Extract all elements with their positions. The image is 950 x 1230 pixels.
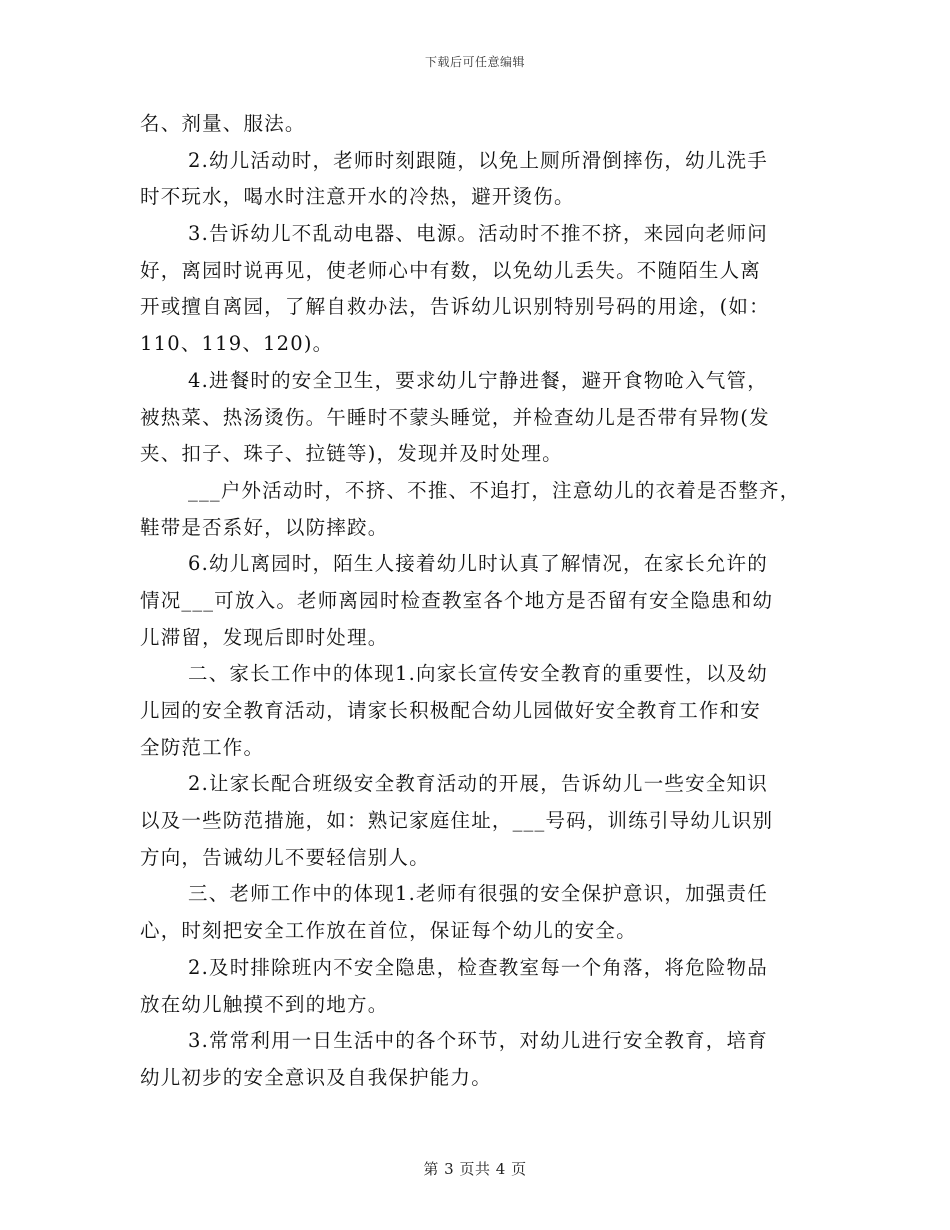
text-line: 全防范工作。 — [140, 735, 265, 759]
text-line: 2.幼儿活动时，老师时刻跟随，以免上厕所滑倒摔伤，幼儿洗手 — [188, 148, 768, 172]
text-line: 时不玩水，喝水时注意开水的冷热，避开烫伤。 — [140, 185, 575, 209]
text-line: ___户外活动时，不挤、不推、不追打，注意幼儿的衣着是否整齐， — [188, 478, 801, 502]
text-line: 情况___可放入。老师离园时检查教室各个地方是否留有安全隐患和幼 — [140, 588, 774, 612]
text-line: 方向，告诫幼儿不要轻信别人。 — [140, 845, 430, 869]
text-line: 3.告诉幼儿不乱动电器、电源。活动时不推不挤，来园向老师问 — [188, 222, 768, 246]
text-line: 儿滞留，发现后即时处理。 — [140, 625, 389, 649]
text-line: 鞋带是否系好，以防摔跤。 — [140, 515, 389, 539]
text-line: 好，离园时说再见，使老师心中有数，以免幼儿丢失。不随陌生人离 — [140, 258, 762, 282]
text-line: 6.幼儿离园时，陌生人接着幼儿时认真了解情况，在家长允许的 — [188, 552, 768, 576]
text-line: 心，时刻把安全工作放在首位，保证每个幼儿的安全。 — [140, 919, 637, 943]
page-header: 下载后可任意编辑 — [424, 55, 525, 69]
text-line: 三、老师工作中的体现1.老师有很强的安全保护意识，加强责任 — [188, 882, 768, 906]
page-footer: 第 3 页共 4 页 — [423, 1160, 527, 1178]
text-line: 夹、扣子、珠子、拉链等)，发现并及时处理。 — [140, 442, 563, 466]
text-line: 二、家长工作中的体现1.向家长宣传安全教育的重要性，以及幼 — [188, 662, 768, 686]
text-line: 名、剂量、服法。 — [140, 112, 306, 135]
text-line: 2.让家长配合班级安全教育活动的开展，告诉幼儿一些安全知识 — [188, 772, 768, 796]
text-line: 3.常常利用一日生活中的各个环节，对幼儿进行安全教育，培育 — [188, 1029, 768, 1053]
text-line: 110、119、120)。 — [140, 332, 334, 356]
text-line: 4.进餐时的安全卫生，要求幼儿宁静进餐，避开食物呛入气管， — [188, 368, 768, 392]
text-line: 被热菜、热汤烫伤。午睡时不蒙头睡觉，并检查幼儿是否带有异物(发 — [140, 405, 770, 429]
text-line: 2.及时排除班内不安全隐患，检查教室每一个角落，将危险物品 — [188, 955, 768, 979]
text-line: 放在幼儿触摸不到的地方。 — [140, 992, 389, 1016]
text-line: 幼儿初步的安全意识及自我保护能力。 — [140, 1065, 492, 1089]
text-line: 开或擅自离园，了解自救办法，告诉幼儿识别特别号码的用途，(如： — [140, 295, 770, 319]
text-line: 以及一些防范措施，如：熟记家庭住址，___号码，训练引导幼儿识别 — [140, 809, 774, 833]
text-line: 儿园的安全教育活动，请家长积极配合幼儿园做好安全教育工作和安 — [140, 699, 762, 722]
document-body — [140, 106, 825, 1097]
